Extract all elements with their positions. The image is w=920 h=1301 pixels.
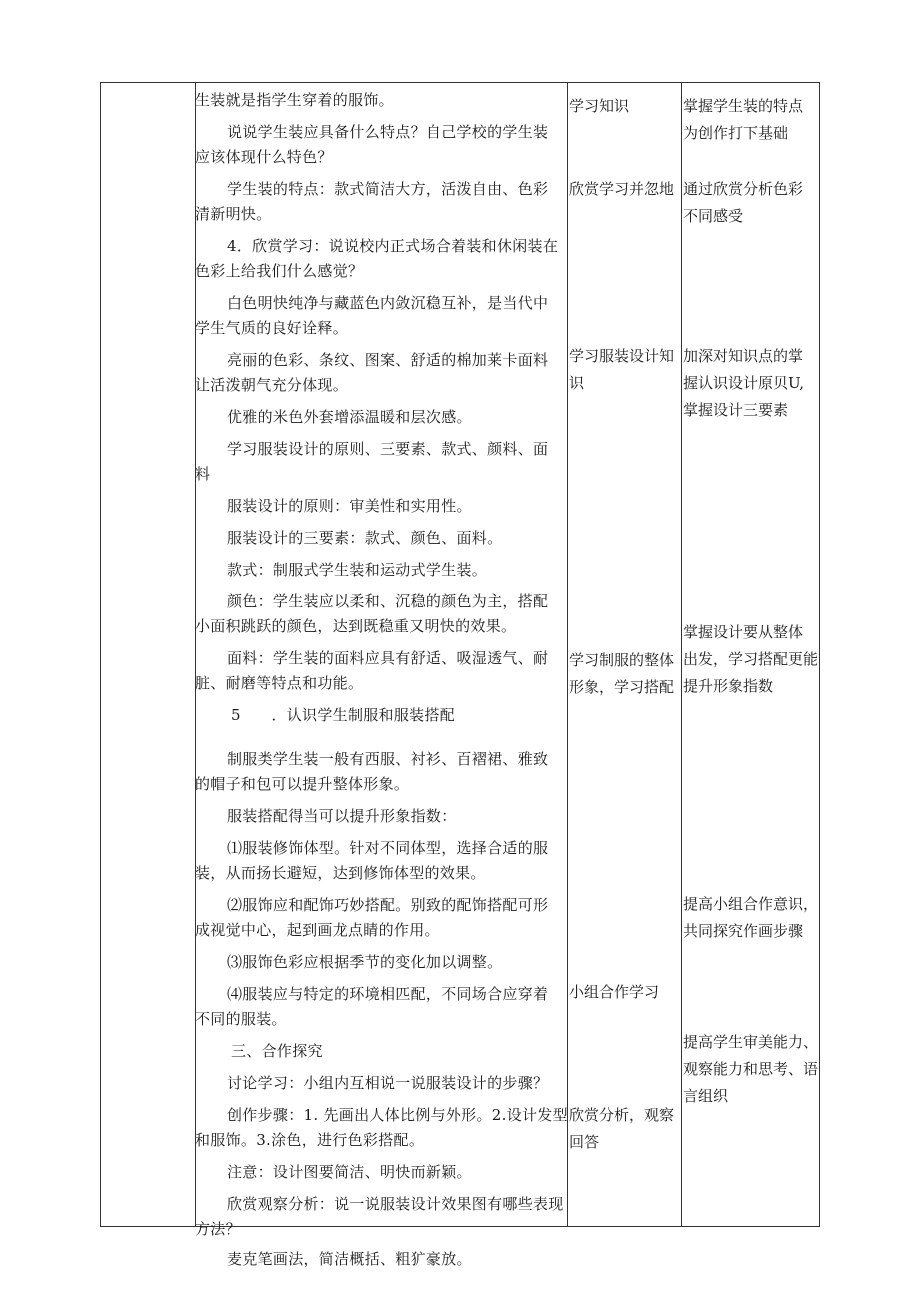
intent-line: 提高小组合作意识， bbox=[683, 895, 819, 913]
intent-line: 共同探究作画步骤 bbox=[683, 922, 804, 940]
content-line: 生装就是指学生穿着的服饰。 bbox=[195, 91, 394, 109]
content-line: 麦克笔画法，简洁概括、粗犷豪放。 bbox=[227, 1250, 472, 1268]
content-line: 的帽子和包可以提升整体形象。 bbox=[195, 775, 410, 793]
teaching-content-cell bbox=[195, 83, 568, 1268]
content-line: 白色明快纯净与藏蓝色内敛沉稳互补，是当代中 bbox=[227, 294, 549, 312]
content-line: 方法？ bbox=[195, 1220, 241, 1238]
content-line: ⑴服装修饰体型。针对不同体型，选择合适的服 bbox=[227, 839, 549, 857]
activity-line: 学习制服的整体 bbox=[569, 651, 675, 669]
content-line: 颜色：学生装应以柔和、沉稳的颜色为主，搭配 bbox=[227, 592, 549, 610]
content-line: 小面积跳跃的颜色，达到既稳重又明快的效果。 bbox=[195, 617, 517, 635]
content-line: 色彩上给我们什么感觉？ bbox=[195, 262, 364, 280]
content-line: ⑷服装应与特定的环境相匹配，不同场合应穿着 bbox=[227, 985, 549, 1003]
content-line: 清新明快。 bbox=[195, 205, 272, 223]
content-line: 服装搭配得当可以提升形象指数： bbox=[227, 807, 457, 825]
intent-line: 提升形象指数 bbox=[683, 677, 774, 695]
content-line: 应该体现什么特色？ bbox=[195, 148, 333, 166]
content-line: ⑵服饰应和配饰巧妙搭配。别致的配饰搭配可形 bbox=[227, 896, 549, 914]
intent-line: 握认识设计原贝U, bbox=[683, 374, 805, 392]
activity-line: 欣赏分析，观察 bbox=[569, 1106, 675, 1124]
content-line: 4．欣赏学习：说说校内正式场合着装和休闲装在 bbox=[227, 237, 559, 255]
activity-line: 小组合作学习 bbox=[569, 983, 660, 1001]
content-line: 注意：设计图要简洁、明快而新颖。 bbox=[227, 1163, 472, 1181]
design-intent-cell bbox=[681, 83, 819, 1226]
activity-line: 学习服装设计知 bbox=[569, 347, 675, 365]
content-line: 款式：制服式学生装和运动式学生装。 bbox=[227, 561, 488, 579]
activity-line: 形象，学习搭配 bbox=[569, 678, 675, 696]
content-line: 5 ．认识学生制服和服装搭配 bbox=[231, 706, 456, 724]
content-line: 说说学生装应具备什么特点？自己学校的学生装 bbox=[227, 123, 549, 141]
activity-line: 回答 bbox=[569, 1133, 600, 1151]
intent-line: 出发，学习搭配更能 bbox=[683, 650, 819, 668]
intent-line: 掌握学生装的特点 bbox=[683, 97, 804, 115]
content-line: 不同的服装。 bbox=[195, 1010, 287, 1028]
content-line: 让活泼朝气充分体现。 bbox=[195, 376, 349, 394]
content-line: 讨论学习：小组内互相说一说服装设计的步骤？ bbox=[227, 1074, 549, 1092]
intent-line: 言组织 bbox=[683, 1087, 729, 1105]
intent-line: 通过欣赏分析色彩 bbox=[683, 180, 804, 198]
intent-line: 掌握设计三要素 bbox=[683, 401, 789, 419]
content-line: 学生装的特点：款式简洁大方，活泼自由、色彩 bbox=[227, 180, 549, 198]
content-line: 优雅的米色外套增添温暖和层次感。 bbox=[227, 408, 472, 426]
content-line: 亮丽的色彩、条纹、图案、舒适的棉加莱卡面料 bbox=[227, 351, 549, 369]
content-line: 学生气质的良好诠释。 bbox=[195, 319, 349, 337]
intent-line: 为创作打下基础 bbox=[683, 124, 789, 142]
activity-line: 识 bbox=[569, 374, 585, 392]
content-line: 装，从而扬长避短，达到修饰体型的效果。 bbox=[195, 864, 486, 882]
content-line: 料 bbox=[195, 465, 211, 483]
content-line: 面料：学生装的面料应具有舒适、吸湿透气、耐 bbox=[227, 649, 549, 667]
content-line: 欣赏观察分析：说一说服装设计效果图有哪些表现 bbox=[227, 1195, 564, 1213]
intent-line: 观察能力和思考、语 bbox=[683, 1060, 819, 1078]
content-line: 和服饰。3.涂色，进行色彩搭配。 bbox=[195, 1131, 425, 1149]
intent-line: 提高学生审美能力、 bbox=[683, 1033, 819, 1051]
content-line: 制服类学生装一般有西服、衬衫、百褶裙、雅致 bbox=[227, 750, 549, 768]
content-line: 成视觉中心，起到画龙点睛的作用。 bbox=[195, 921, 440, 939]
activity-line: 学习知识 bbox=[569, 97, 630, 115]
section-heading: 三、合作探究 bbox=[231, 1042, 323, 1060]
content-line: 服装设计的原则：审美性和实用性。 bbox=[227, 497, 472, 515]
content-line: 服装设计的三要素：款式、颜色、面料。 bbox=[227, 529, 503, 547]
content-line: 创作步骤：1. 先画出人体比例与外形。2.设计发型 bbox=[227, 1106, 568, 1124]
content-line: ⑶服饰色彩应根据季节的变化加以调整。 bbox=[227, 953, 503, 971]
content-line: 脏、耐磨等特点和功能。 bbox=[195, 674, 364, 692]
intent-line: 加深对知识点的掌 bbox=[683, 347, 804, 365]
student-activity-cell bbox=[567, 83, 681, 1226]
intent-line: 掌握设计要从整体 bbox=[683, 623, 804, 641]
activity-line: 欣赏学习并忽地 bbox=[569, 180, 675, 198]
content-line: 学习服装设计的原则、三要素、款式、颜料、面 bbox=[227, 440, 549, 458]
intent-line: 不同感受 bbox=[683, 207, 744, 225]
lesson-plan-table bbox=[100, 82, 820, 1268]
